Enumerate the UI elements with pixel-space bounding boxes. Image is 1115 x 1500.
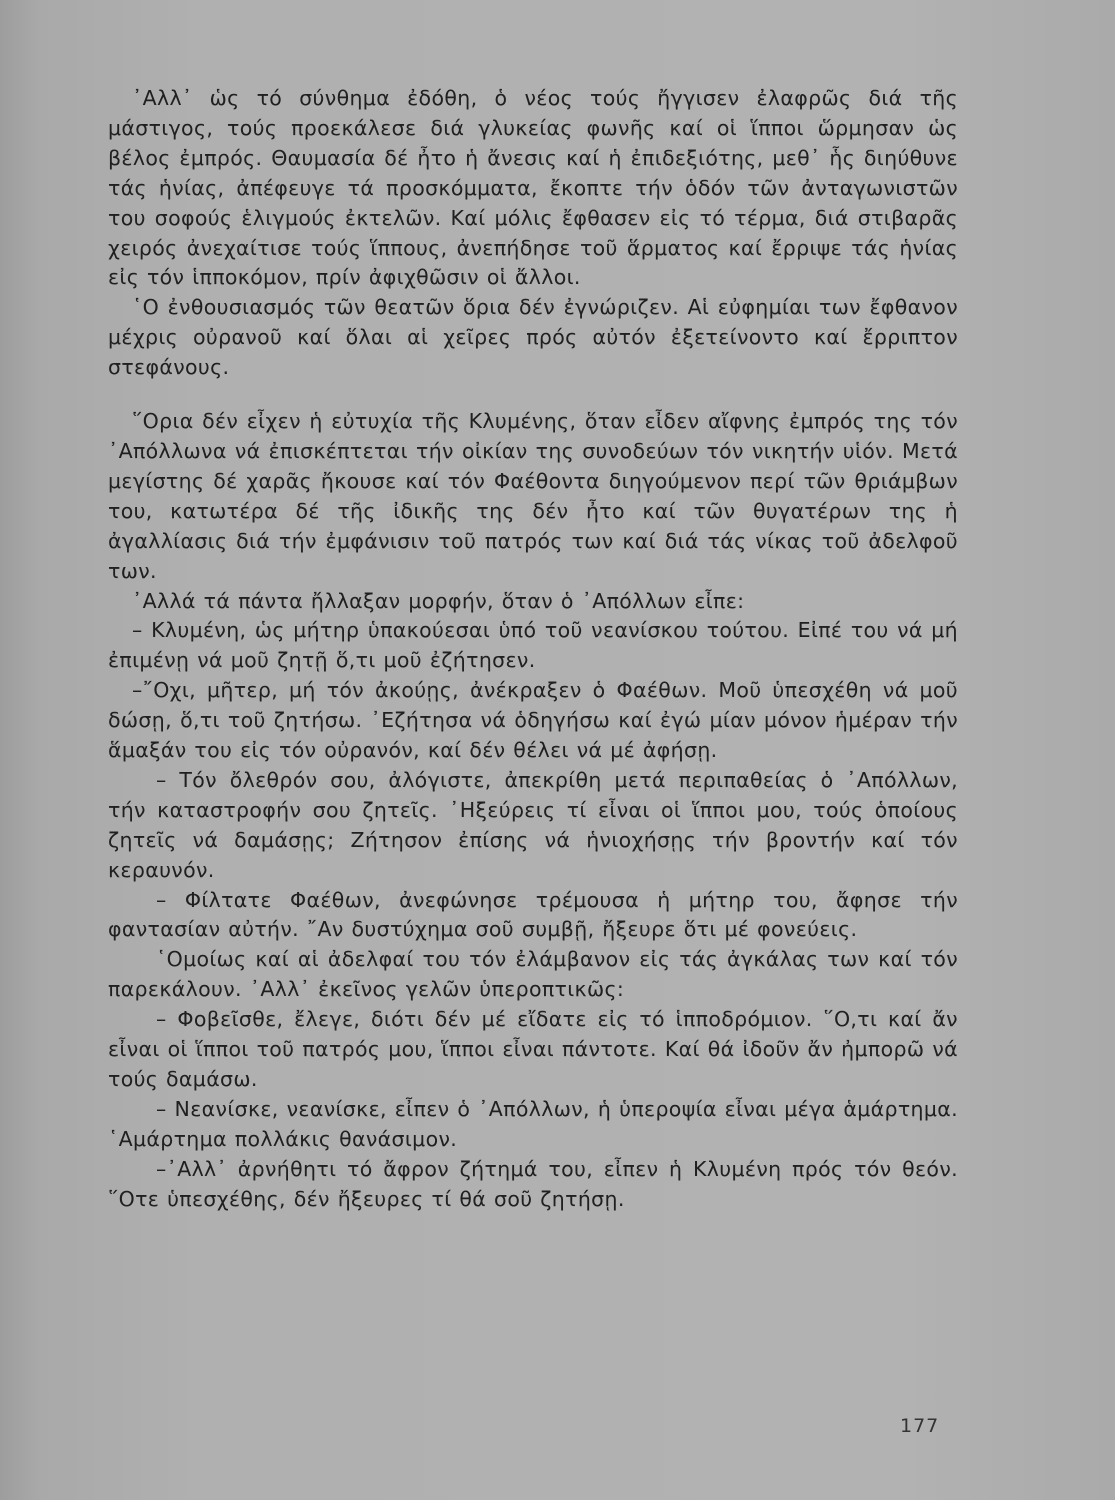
paragraph-klymene-joy: ῞Ορια δέν εἶχεν ἡ εὐτυχία τῆς Κλυμένης, ὅταν εἶδεν αἴφνης ἐμπρός της τόν ᾿Απόλλωνα νά ἐπισκέπτεται τήν οἰκίαν της συνοδεύων τόν νικητήν υἱόν. Μετά μεγίστης δέ χαρᾶς ἤκουσε καί τόν Φαέθοντα διηγούμενον περί τῶν θριάμβων του, κατωτέρα δέ τῆς ἰδικῆς της δέν ἦτο καί τῶν θυγατέρων της ἡ ἀγαλλίασις διά τήν ἐμφάνισιν τοῦ πατρός των καί διά τάς νίκας τοῦ ἀδελφοῦ των. xyxy=(108,409,958,583)
paragraph-race-finish: ᾿Αλλ᾿ ὡς τό σύνθημα ἐδόθη, ὁ νέος τούς ἤγγισεν ἐλαφρῶς διά τῆς μάστιγος, τούς προεκάλεσε διά γλυκείας φωνῆς καί οἱ ἵπποι ὥρμησαν ὡς βέλος ἐμπρός. Θαυμασία δέ ἦτο ἡ ἄνεσις καί ἡ ἐπιδεξιότης, μεθ᾿ ἧς διηύθυνε τάς ἡνίας, ἀπέφευγε τά προσκόμματα, ἔκοπτε τήν ὁδόν τῶν ἀνταγωνιστῶν του σοφούς ἑλιγμούς ἐκτελῶν. Καί μόλις ἔφθασεν εἰς τό τέρμα, διά στιβαρᾶς χειρός ἀνεχαίτισε τούς ἵππους, ἀνεπήδησε τοῦ ἅρματος καί ἔρριψε τάς ἡνίας εἰς τόν ἱπποκόμον, πρίν ἀφιχθῶσιν οἱ ἄλλοι. xyxy=(108,86,958,290)
page-number: 177 xyxy=(900,1415,940,1437)
dialogue-phaethon-1: –῎Οχι, μῆτερ, μή τόν ἀκούῃς, ἀνέκραξεν ὁ Φαέθων. Μοῦ ὑπεσχέθη νά μοῦ δώσῃ, ὅ,τι τοῦ ζητήσω. ᾿Εζήτησα νά ὁδηγήσω καί ἐγώ μίαν μόνον ἡμέραν τήν ἅμαξάν του εἰς τόν οὐρανόν, καί δέν θέλει νά μέ ἀφήσῃ. xyxy=(108,678,958,763)
dialogue-apollo-2: – Τόν ὄλεθρόν σου, ἀλόγιστε, ἀπεκρίθη μετά περιπαθείας ὁ ᾿Απόλλων, τήν καταστροφήν σου ζητεῖς. ᾿Ηξεύρεις τί εἶναι οἱ ἵπποι μου, τούς ὁποίους ζητεῖς νά δαμάσῃς; Ζήτησον ἐπίσης νά ἡνιοχήσῃς τήν βροντήν καί τόν κεραυνόν. xyxy=(108,767,958,882)
paragraph-sisters: ῾Ομοίως καί αἱ ἀδελφαί του τόν ἐλάμβανον εἰς τάς ἀγκάλας των καί τόν παρεκάλουν. ᾿Αλλ᾿ ἐκεῖνος γελῶν ὑπεροπτικῶς: xyxy=(108,947,958,1002)
dialogue-klymene-1: – Φίλτατε Φαέθων, ἀνεφώνησε τρέμουσα ἡ μήτηρ του, ἄφησε τήν φαντασίαν αὐτήν. ῎Αν δυστύχημα σοῦ συμβῇ, ἤξευρε ὅτι μέ φονεύεις. xyxy=(108,887,958,942)
dialogue-apollo-1: – Κλυμένη, ὡς μήτηρ ὑπακούεσαι ὑπό τοῦ νεανίσκου τούτου. Εἰπέ του νά μή ἐπιμένῃ νά μοῦ ζητῇ ὅ,τι μοῦ ἐζήτησεν. xyxy=(108,618,958,673)
page-text xyxy=(108,84,958,1215)
paragraph-apollo-speaks: ᾿Αλλά τά πάντα ἤλλαξαν μορφήν, ὅταν ὁ ᾿Απόλλων εἶπε: xyxy=(132,588,745,613)
dialogue-phaethon-2: – Φοβεῖσθε, ἔλεγε, διότι δέν μέ εἴδατε εἰς τό ἱπποδρόμιον. ῞Ο,τι καί ἄν εἶναι οἱ ἵπποι τοῦ πατρός μου, ἵπποι εἶναι πάντοτε. Καί θά ἰδοῦν ἄν ἠμπορῶ νά τούς δαμάσω. xyxy=(108,1007,958,1091)
dialogue-klymene-2: –᾿Αλλ᾿ ἀρνήθητι τό ἄφρον ζήτημά του, εἶπεν ἡ Κλυμένη πρός τόν θεόν. ῞Οτε ὑπεσχέθης, δέν ἤξευρες τί θά σοῦ ζητήσῃ. xyxy=(108,1156,958,1211)
paragraph-crowd-enthusiasm: ῾Ο ἐνθουσιασμός τῶν θεατῶν ὅρια δέν ἐγνώριζεν. Αἱ εὐφημίαι των ἔφθανον μέχρις οὐρανοῦ καί ὅλαι αἱ χεῖρες πρός αὐτόν ἐξετείνοντο καί ἔρριπτον στεφάνους. xyxy=(108,295,958,380)
dialogue-apollo-3: – Νεανίσκε, νεανίσκε, εἶπεν ὁ ᾿Απόλλων, ἡ ὑπεροψία εἶναι μέγα ἁμάρτημα. ῾Αμάρτημα πολλάκις θανάσιμον. xyxy=(108,1096,958,1151)
